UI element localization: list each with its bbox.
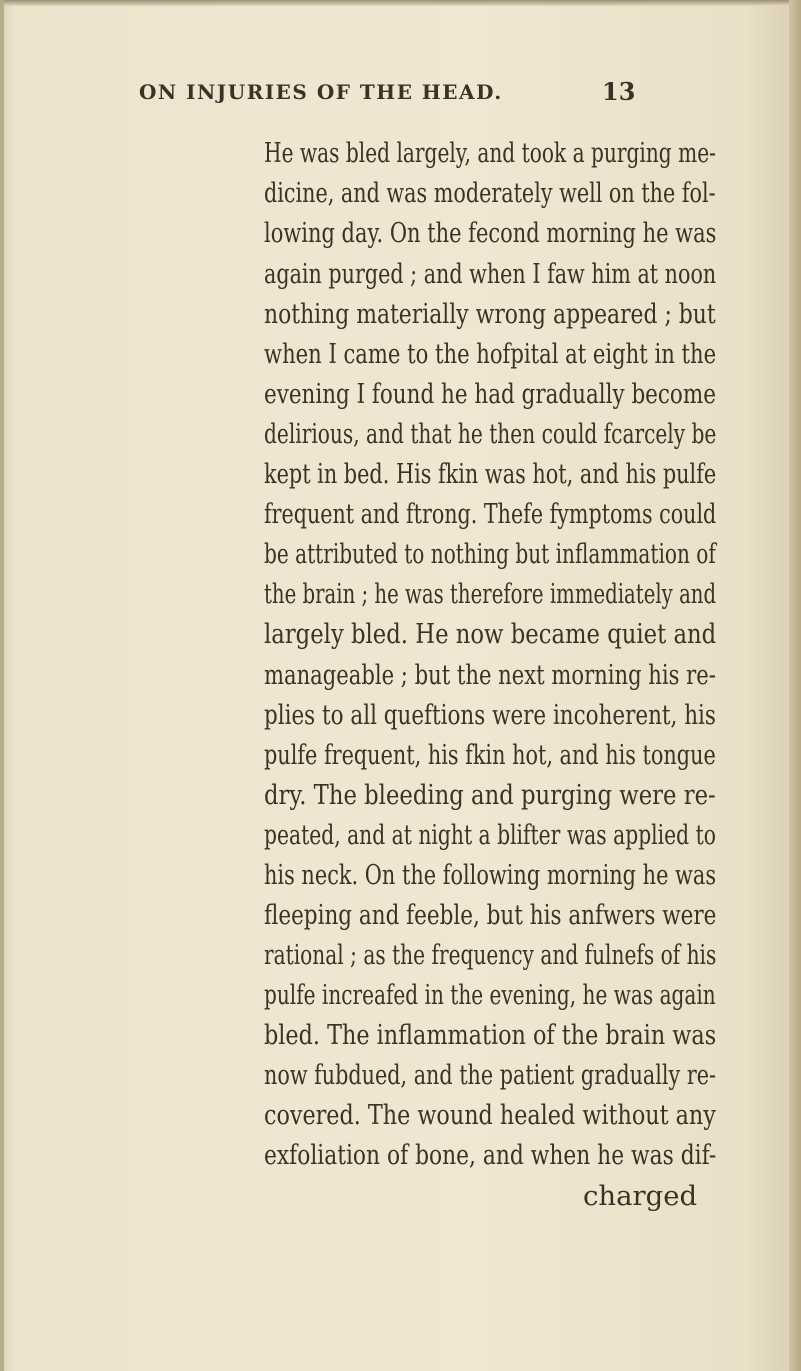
text-line: nothing materially wrong appeared ; but (264, 298, 716, 330)
text-line: evening I found he had gradually become (264, 378, 716, 410)
page-number: 13 (602, 77, 636, 106)
text-line: He was bled largely, and took a purging me- (264, 137, 716, 169)
running-head: ON INJURIES OF THE HEAD. (139, 80, 503, 104)
text-line: rational ; as the frequency and fulnefs of his (264, 939, 717, 971)
text-line: the brain ; he was therefore immediately and (264, 578, 717, 610)
page-top-edge (0, 0, 801, 6)
text-line: exfoliation of bone, and when he was dif- (264, 1139, 717, 1171)
text-line: his neck. On the following morning he was (264, 859, 717, 891)
text-line: pulfe frequent, his fkin hot, and his tongue (264, 739, 716, 771)
catchword: charged (583, 1180, 698, 1212)
text-line: again purged ; and when I faw him at noon (264, 258, 717, 290)
text-line: now fubdued, and the patient gradually re- (264, 1059, 716, 1091)
text-line: manageable ; but the next morning his re- (264, 659, 716, 691)
text-line: dicine, and was moderately well on the fol- (264, 177, 716, 209)
text-line: lowing day. On the fecond morning he was (264, 217, 717, 249)
text-line: frequent and ftrong. Thefe fymptoms could (264, 498, 717, 530)
text-line: when I came to the hofpital at eight in the (264, 338, 717, 370)
text-line: dry. The bleeding and purging were re- (264, 779, 716, 811)
text-line: pulfe increafed in the evening, he was again (264, 979, 716, 1011)
text-line: kept in bed. His fkin was hot, and his pulfe (264, 458, 717, 490)
text-line: plies to all queftions were incoherent, his (264, 699, 716, 731)
text-line: delirious, and that he then could fcarcely be (264, 418, 717, 450)
page-left-edge (0, 0, 4, 1371)
text-line: covered. The wound healed without any (264, 1099, 716, 1131)
text-line: peated, and at night a blifter was applied to (264, 819, 716, 851)
text-line: fleeping and feeble, but his anfwers were (264, 899, 717, 931)
text-line: be attributed to nothing but inflammation of (264, 538, 716, 570)
text-line: largely bled. He now became quiet and (264, 618, 717, 650)
text-line: bled. The inflammation of the brain was (264, 1019, 717, 1051)
page-right-edge (789, 0, 801, 1371)
